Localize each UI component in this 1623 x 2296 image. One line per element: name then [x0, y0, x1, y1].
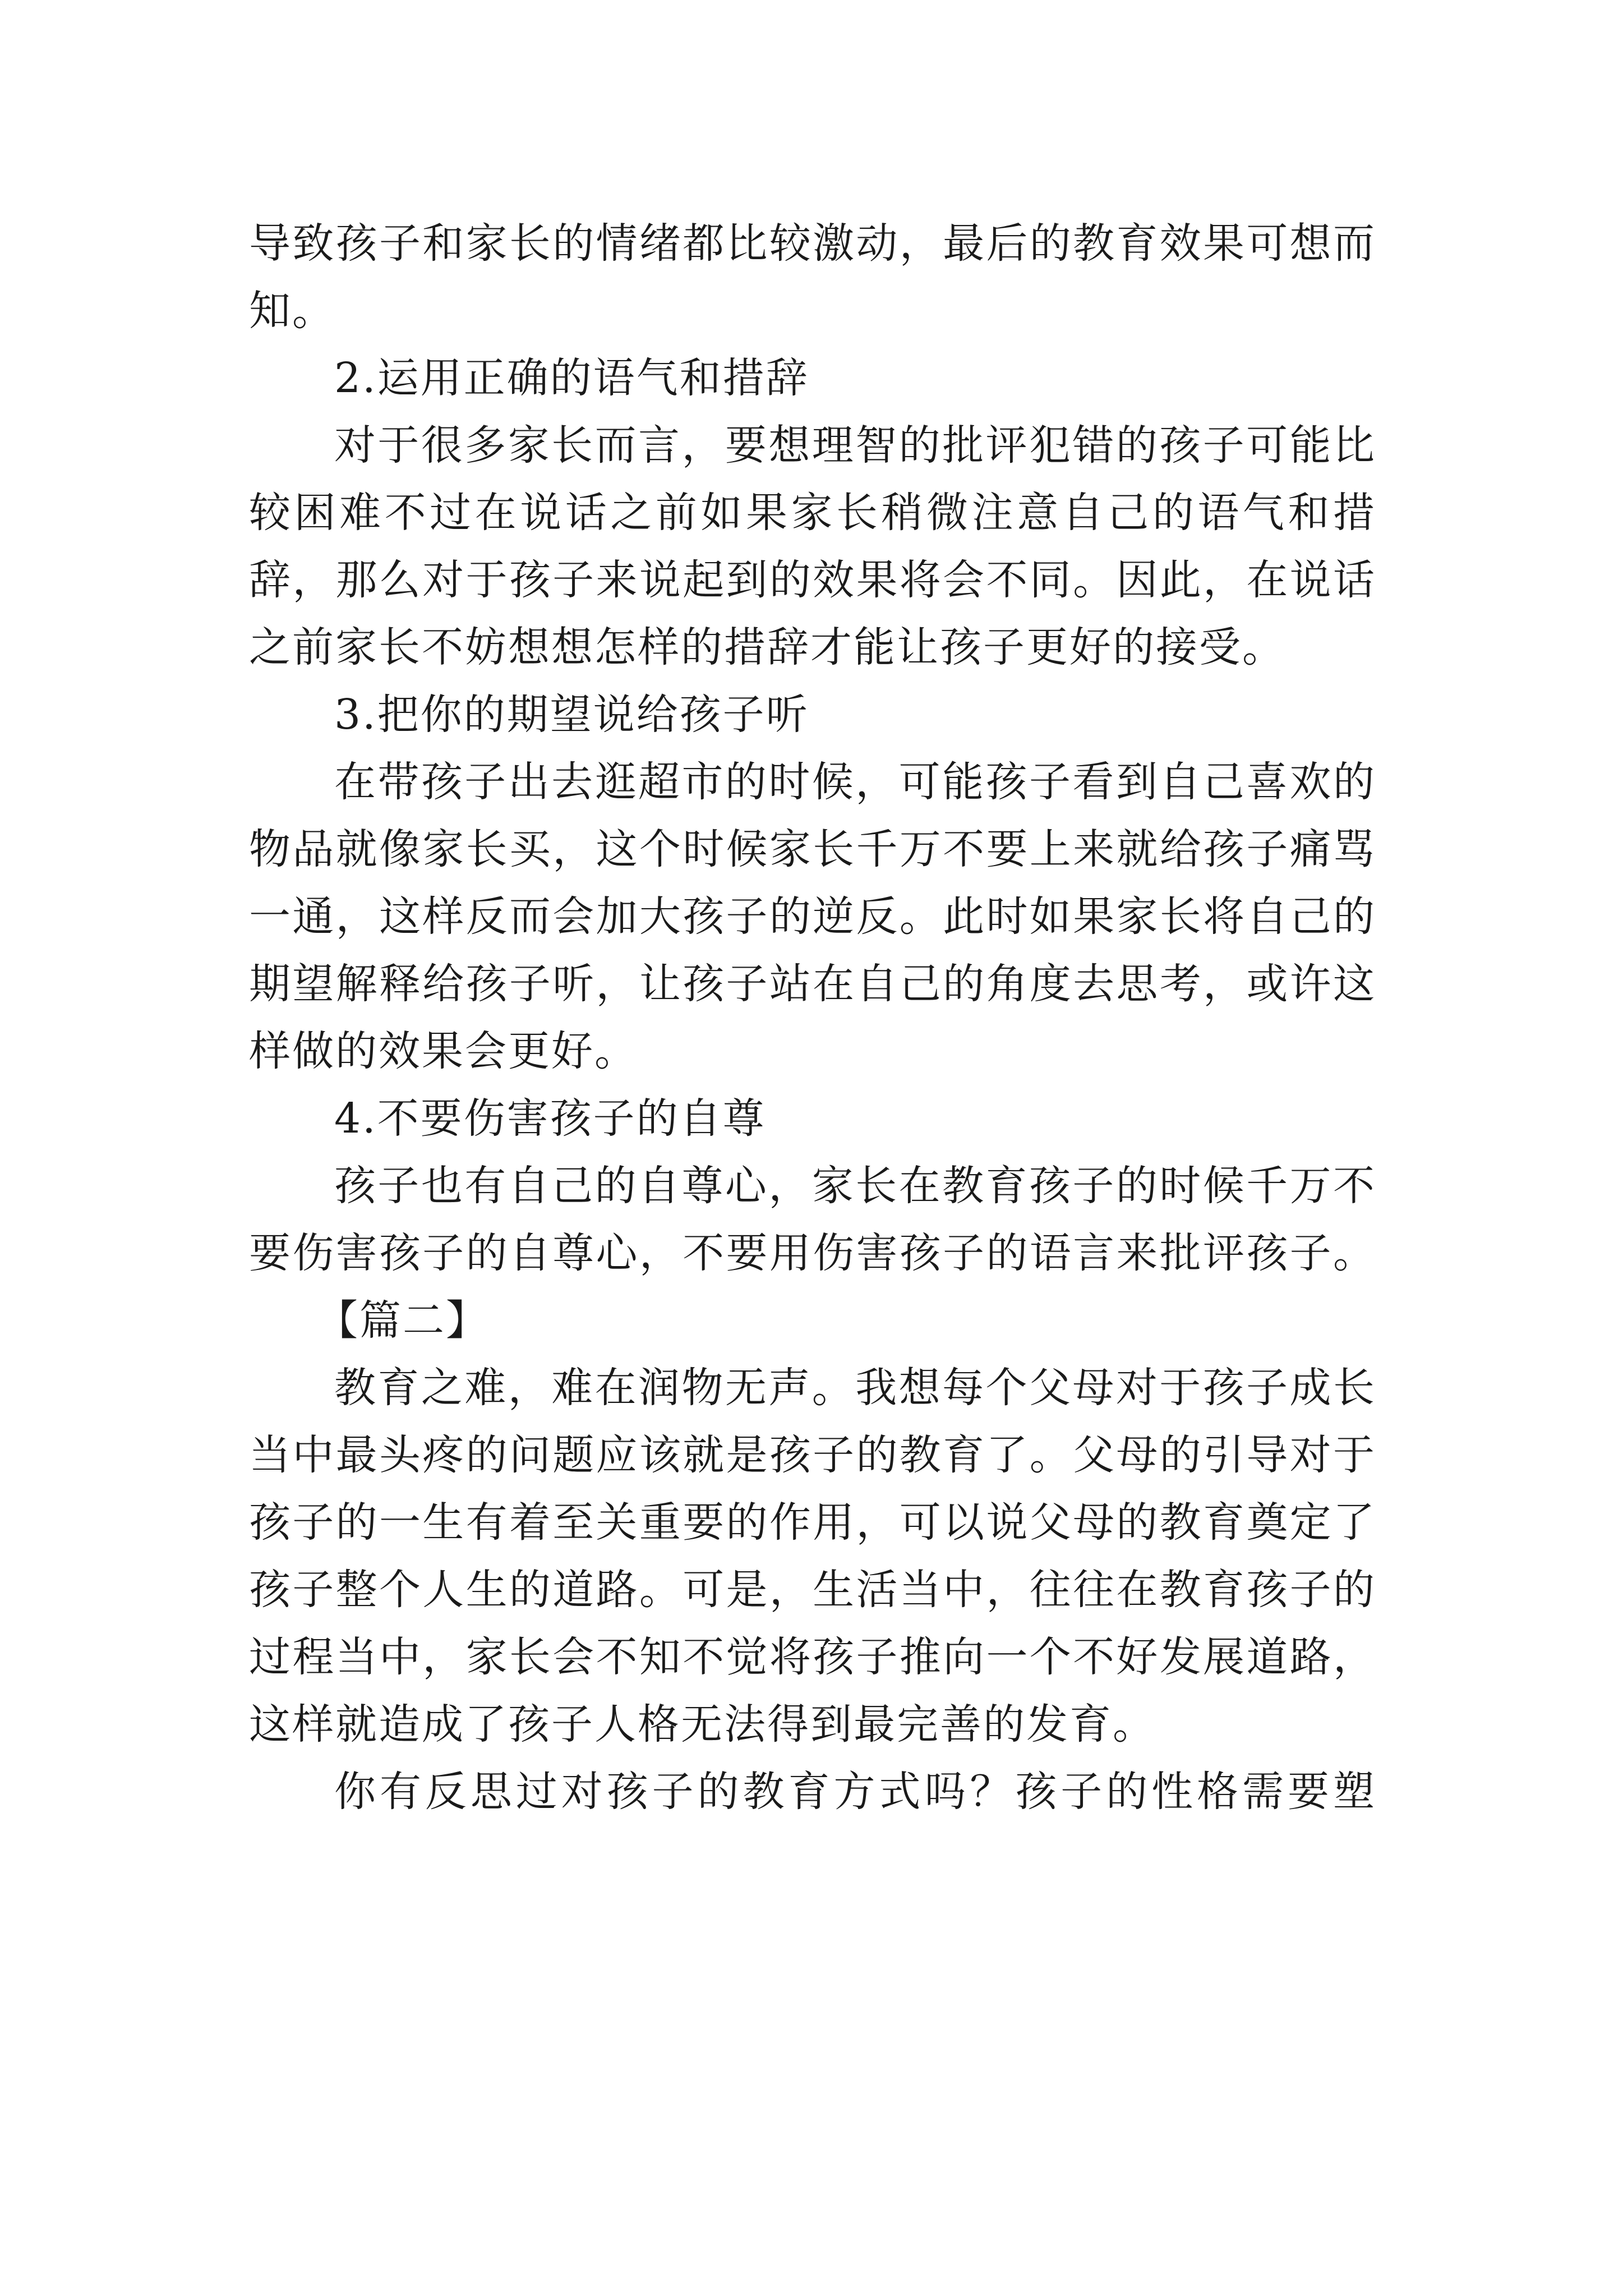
text-line: 较困难不过在说话之前如果家长稍微注意自己的语气和措	[249, 489, 1376, 537]
text-line: 孩子也有自己的自尊心，家长在教育孩子的时候千万不	[334, 1162, 1376, 1210]
text-line: 对于很多家长而言，要想理智的批评犯错的孩子可能比	[334, 421, 1376, 470]
text-line: 之前家长不妨想想怎样的措辞才能让孩子更好的接受。	[249, 623, 1285, 671]
section-heading: 4.不要伤害孩子的自尊	[334, 1094, 766, 1143]
part-heading: 【篇二】	[316, 1296, 489, 1345]
text-line: 期望解释给孩子听，让孩子站在自己的角度去思考，或许这	[249, 960, 1376, 1008]
text-line: 孩子整个人生的道路。可是，生活当中，往往在教育孩子的	[249, 1566, 1376, 1614]
text-line: 辞，那么对于孩子来说起到的效果将会不同。因此，在说话	[249, 556, 1376, 604]
text-line: 导致孩子和家长的情绪都比较激动，最后的教育效果可想而	[249, 219, 1376, 268]
text-line: 物品就像家长买，这个时候家长千万不要上来就给孩子痛骂	[249, 825, 1376, 873]
text-line: 要伤害孩子的自尊心，不要用伤害孩子的语言来批评孩子。	[249, 1229, 1376, 1277]
text-line: 你有反思过对孩子的教育方式吗？孩子的性格需要塑	[334, 1768, 1376, 1816]
text-line: 这样就造成了孩子人格无法得到最完善的发育。	[249, 1700, 1156, 1749]
text-line: 在带孩子出去逛超市的时候，可能孩子看到自己喜欢的	[334, 758, 1376, 806]
text-line: 孩子的一生有着至关重要的作用，可以说父母的教育奠定了	[249, 1498, 1376, 1547]
text-line: 当中最头疼的问题应该就是孩子的教育了。父母的引导对于	[249, 1431, 1376, 1479]
section-heading: 2.运用正确的语气和措辞	[334, 354, 809, 402]
text-line: 过程当中，家长会不知不觉将孩子推向一个不好发展道路，	[249, 1633, 1376, 1681]
text-line: 一通，这样反而会加大孩子的逆反。此时如果家长将自己的	[249, 892, 1376, 941]
text-line: 样做的效果会更好。	[249, 1027, 638, 1075]
section-heading: 3.把你的期望说给孩子听	[334, 691, 809, 739]
text-line: 知。	[249, 287, 335, 335]
document-body	[249, 210, 1376, 1825]
text-line: 教育之难，难在润物无声。我想每个父母对于孩子成长	[334, 1364, 1376, 1412]
